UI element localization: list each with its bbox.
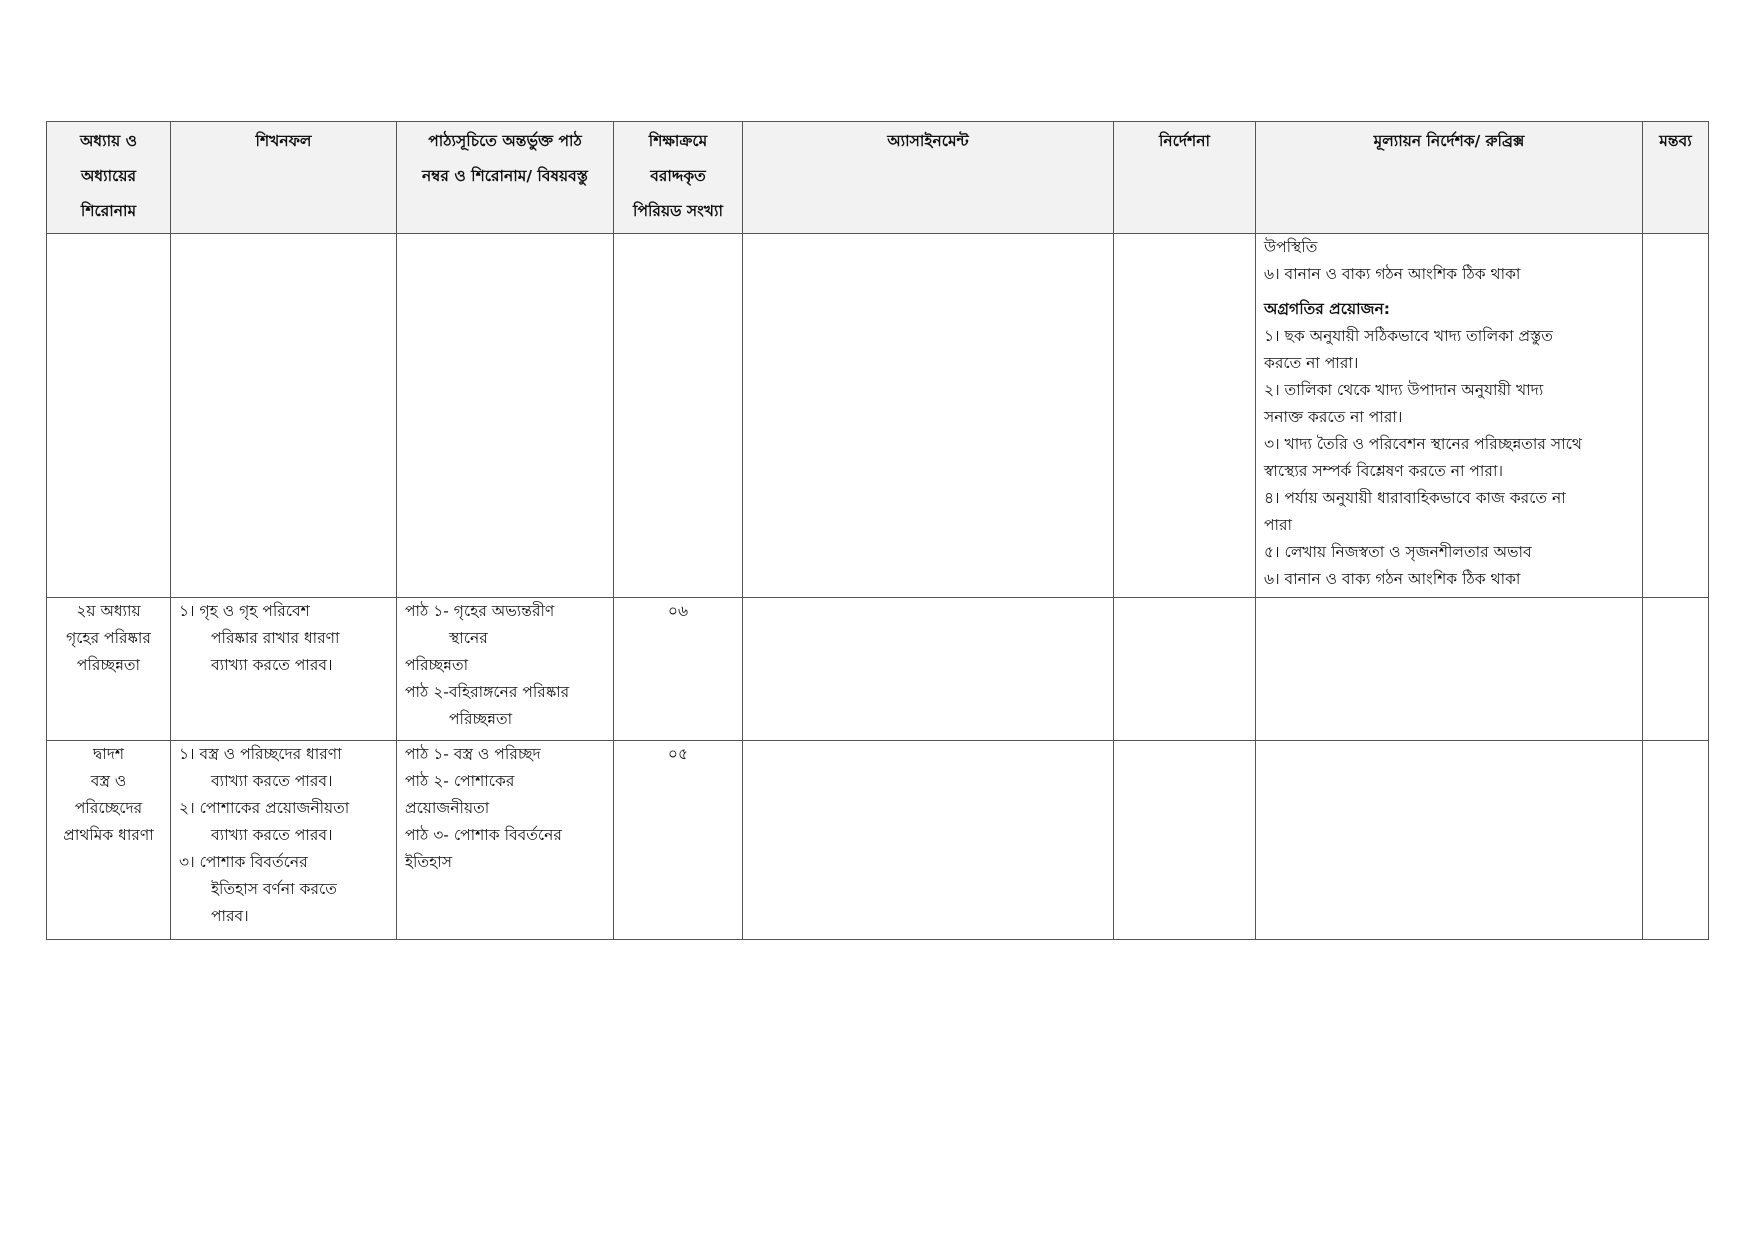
header-row <box>47 122 1709 234</box>
cell-periods: ০৬ <box>614 598 743 741</box>
header-text: অধ্যায়ের <box>81 167 136 185</box>
lesson-line: পাঠ ২- পোশাকের <box>405 772 515 790</box>
outcome-line: ব্যাখ্যা করতে পারব। <box>211 772 333 790</box>
chapter-line: প্রাথমিক ধারণা <box>63 826 154 844</box>
rubric-line: পারা <box>1264 516 1293 534</box>
header-assignment: অ্যাসাইনমেন্ট <box>743 122 1114 234</box>
outcome-line: ইতিহাস বর্ণনা করতে <box>211 880 337 898</box>
cell-assignment <box>743 741 1114 940</box>
outcome-line: ১। বস্ত্র ও পরিচ্ছদের ধারণা <box>179 745 342 763</box>
outcome-line: পরিষ্কার রাখার ধারণা <box>211 629 340 647</box>
cell-outcome <box>171 234 397 598</box>
rubric-line: ৫। লেখায় নিজস্বতা ও সৃজনশীলতার অভাব <box>1264 543 1532 561</box>
cell-chapter <box>47 234 171 598</box>
header-text: পাঠ্যসূচিতে অন্তর্ভুক্ত পাঠ <box>428 132 582 150</box>
table-row <box>47 741 1709 940</box>
chapter-line: ২য় অধ্যায় <box>76 602 141 620</box>
cell-remarks <box>1643 741 1709 940</box>
header-instruction: নির্দেশনা <box>1114 122 1256 234</box>
header-remarks: মন্তব্য <box>1643 122 1709 234</box>
header-lessons <box>397 122 614 234</box>
lesson-line: পাঠ ২-বহিরাঙ্গনের পরিষ্কার <box>405 683 570 701</box>
rubric-line: ৬। বানান ও বাক্য গঠন আংশিক ঠিক থাকা <box>1264 570 1521 588</box>
cell-remarks <box>1643 598 1709 741</box>
table-row <box>47 598 1709 741</box>
lesson-line: পরিচ্ছন্নতা <box>405 656 469 674</box>
lesson-line: পাঠ ১- বস্ত্র ও পরিচ্ছদ <box>405 745 541 763</box>
header-text: পিরিয়ড সংখ্যা <box>633 202 723 220</box>
header-text: শিরোনাম <box>80 202 137 220</box>
cell-instruction <box>1114 234 1256 598</box>
lesson-line: পাঠ ৩- পোশাক বিবর্তনের <box>405 826 562 844</box>
chapter-line: পরিচ্ছন্নতা <box>76 656 141 674</box>
cell-rubric <box>1256 598 1643 741</box>
cell-rubric <box>1256 234 1643 598</box>
rubric-line: ৪। পর্যায় অনুযায়ী ধারাবাহিকভাবে কাজ করতে না <box>1264 489 1566 507</box>
cell-periods: ০৫ <box>614 741 743 940</box>
outcome-line: ১। গৃহ ও গৃহ পরিবেশ <box>179 602 310 620</box>
rubric-line: সনাক্ত করতে না পারা। <box>1264 408 1403 426</box>
lesson-line: পাঠ ১- গৃহের অভ্যন্তরীণ <box>405 602 555 620</box>
curriculum-table <box>46 121 1709 940</box>
cell-assignment <box>743 598 1114 741</box>
header-rubrics: মূল্যায়ন নির্দেশক/ রুব্রিক্স <box>1256 122 1643 234</box>
cell-remarks <box>1643 234 1709 598</box>
header-chapter <box>47 122 171 234</box>
table-row <box>47 234 1709 598</box>
header-periods <box>614 122 743 234</box>
rubric-line: ১। ছক অনুযায়ী সঠিকভাবে খাদ্য তালিকা প্রস্তুত <box>1264 327 1553 345</box>
chapter-line: দ্বাদশ <box>92 745 125 763</box>
outcome-line: পারব। <box>211 907 249 925</box>
cell-assignment <box>743 234 1114 598</box>
rubric-line: উপস্থিতি <box>1264 238 1318 256</box>
cell-outcome <box>171 598 397 741</box>
outcome-line: ২। পোশাকের প্রয়োজনীয়তা <box>179 799 350 817</box>
rubric-line: ২। তালিকা থেকে খাদ্য উপাদান অনুযায়ী খাদ্য <box>1264 381 1544 399</box>
lesson-line: প্রয়োজনীয়তা <box>405 799 490 817</box>
outcome-line: ব্যাখ্যা করতে পারব। <box>211 826 333 844</box>
cell-outcome <box>171 741 397 940</box>
cell-chapter <box>47 741 171 940</box>
chapter-line: গৃহের পরিষ্কার <box>66 629 151 647</box>
rubric-line: ৩। খাদ্য তৈরি ও পরিবেশন স্থানের পরিচ্ছন্নতার সাথে <box>1264 435 1582 453</box>
header-text: বরাদ্দকৃত <box>650 167 706 185</box>
header-text: নম্বর ও শিরোনাম/ বিষয়বস্তু <box>422 167 588 185</box>
rubric-line: স্বাস্থ্যের সম্পর্ক বিশ্লেষণ করতে না পারা। <box>1264 462 1503 480</box>
outcome-line: ব্যাখ্যা করতে পারব। <box>211 656 333 674</box>
chapter-line: পরিচ্ছেদের <box>74 799 143 817</box>
header-learning-outcome: শিখনফল <box>171 122 397 234</box>
lesson-line: স্থানের <box>449 629 488 647</box>
cell-chapter <box>47 598 171 741</box>
cell-periods <box>614 234 743 598</box>
chapter-line: বস্ত্র ও <box>90 772 127 790</box>
header-text: অধ্যায় ও <box>79 132 138 150</box>
lesson-line: ইতিহাস <box>405 853 453 871</box>
cell-instruction <box>1114 598 1256 741</box>
header-text: শিক্ষাক্রমে <box>648 132 708 150</box>
cell-lessons <box>397 234 614 598</box>
cell-lessons <box>397 598 614 741</box>
cell-rubric <box>1256 741 1643 940</box>
cell-instruction <box>1114 741 1256 940</box>
outcome-line: ৩। পোশাক বিবর্তনের <box>179 853 308 871</box>
progress-heading: অগ্রগতির প্রয়োজন: <box>1264 300 1390 318</box>
cell-lessons <box>397 741 614 940</box>
lesson-line: পরিচ্ছন্নতা <box>449 710 513 728</box>
rubric-line: ৬। বানান ও বাক্য গঠন আংশিক ঠিক থাকা <box>1264 265 1521 283</box>
rubric-line: করতে না পারা। <box>1264 354 1359 372</box>
